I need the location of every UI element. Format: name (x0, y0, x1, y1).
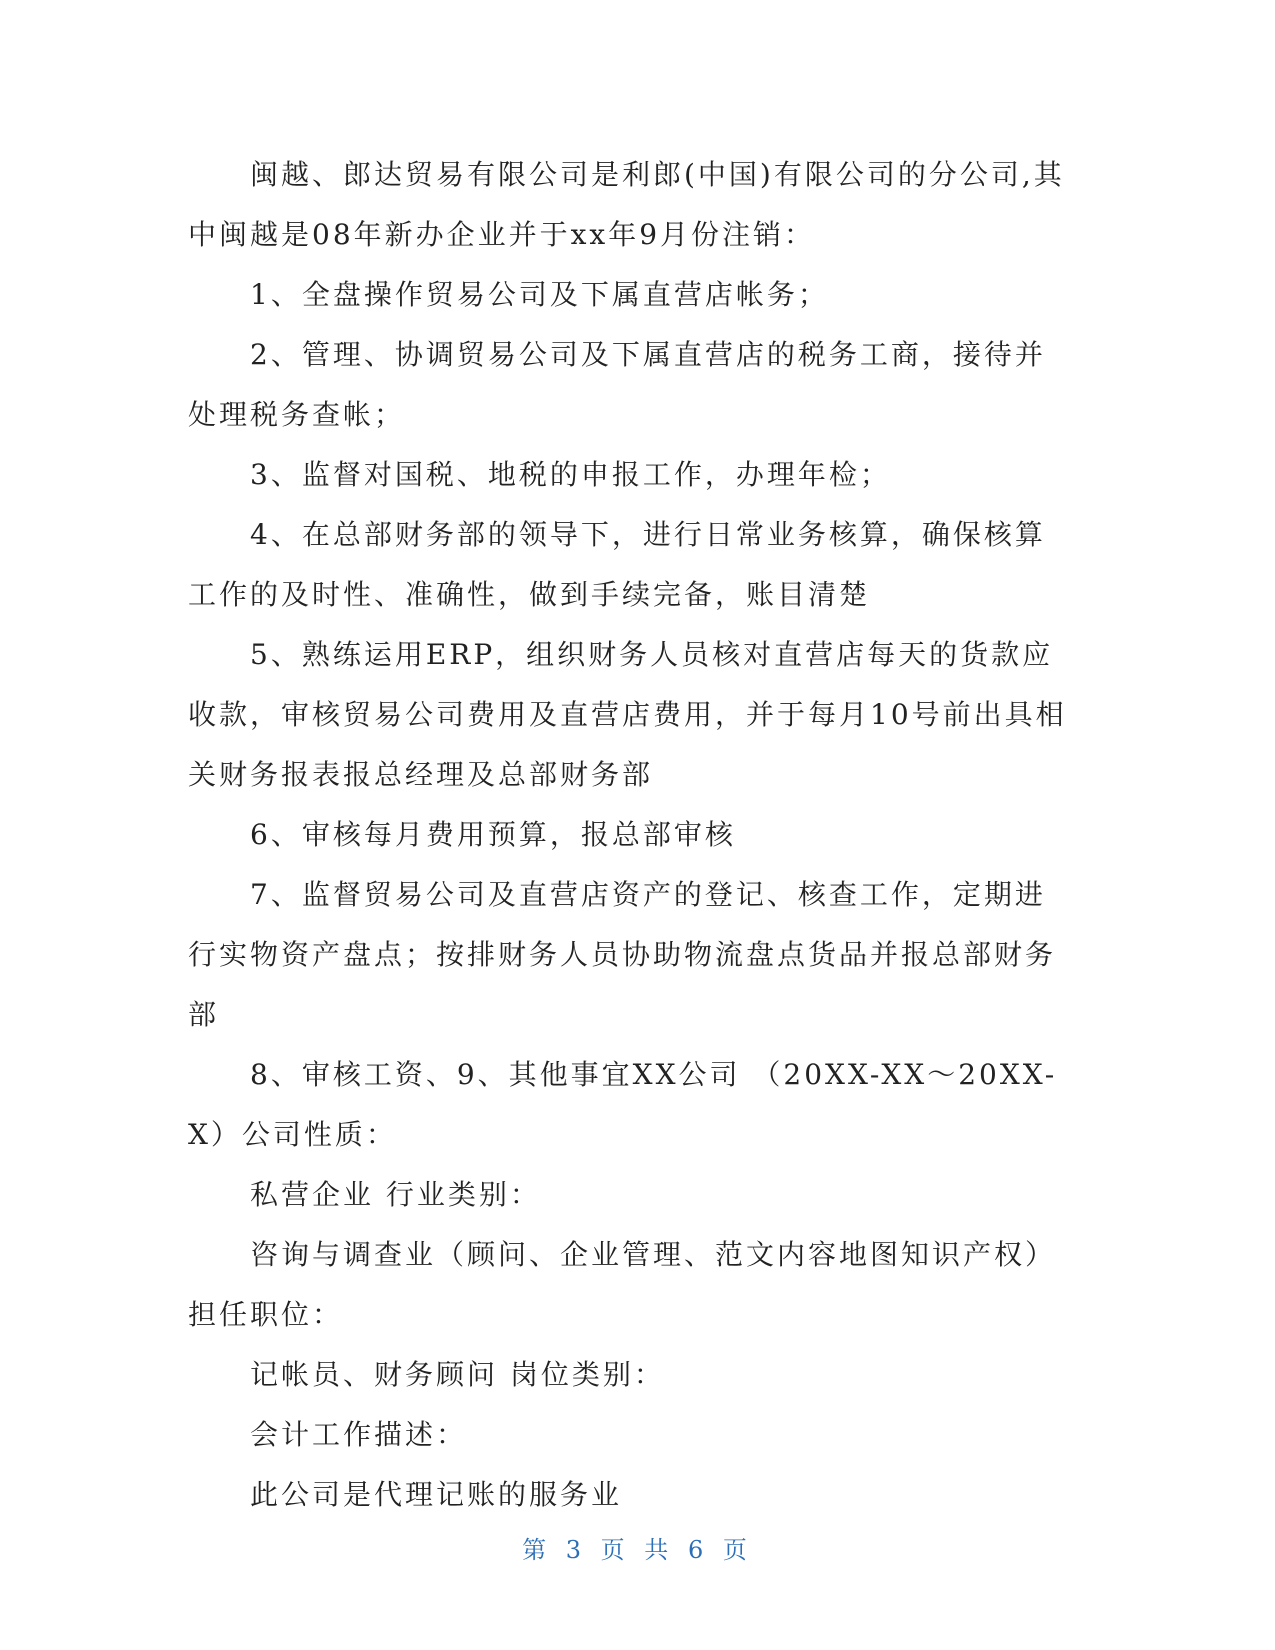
paragraph-item-2: 2、管理、协调贸易公司及下属直营店的税务工商，接待并处理税务查帐； (188, 338, 1046, 431)
paragraph-item-5: 5、熟练运用ERP，组织财务人员核对直营店每天的货款应收款，审核贸易公司费用及直营店费用，并于每月10号前出具相关财务报表报总经理及总部财务部 (188, 638, 1067, 791)
paragraph-item-4: 4、在总部财务部的领导下，进行日常业务核算，确保核算工作的及时性、准确性，做到手续完备，账目清楚 (188, 518, 1046, 611)
page-number-footer: 第 3 页 共 6 页 (522, 1536, 753, 1564)
paragraph-industry: 咨询与调查业（顾问、企业管理、范文内容地图知识产权）担任职位： (188, 1238, 1057, 1331)
paragraph-item-7: 7、监督贸易公司及直营店资产的登记、核查工作，定期进行实物资产盘点；按排财务人员协助物流盘点货品并报总部财务部 (188, 878, 1057, 1031)
paragraph-item-1: 1、全盘操作贸易公司及下属直营店帐务； (250, 278, 829, 311)
paragraph-company-type: 私营企业 行业类别： (250, 1178, 541, 1211)
paragraph-job-description: 此公司是代理记账的服务业 (250, 1478, 623, 1511)
paragraph-job-description-label: 会计工作描述： (250, 1418, 468, 1451)
paragraph-intro: 闽越、郎达贸易有限公司是利郎(中国)有限公司的分公司,其中闽越是08年新办企业并于xx年9月份注销： (188, 158, 1065, 251)
paragraph-item-3: 3、监督对国税、地税的申报工作，办理年检； (250, 458, 891, 491)
paragraph-position: 记帐员、财务顾问 岗位类别： (250, 1358, 665, 1391)
paragraph-item-6: 6、审核每月费用预算，报总部审核 (250, 818, 736, 851)
paragraph-item-8: 8、审核工资、9、其他事宜XX公司 （20XX-XX～20XX-X）公司性质： (188, 1058, 1058, 1151)
document-body (188, 145, 1068, 1525)
